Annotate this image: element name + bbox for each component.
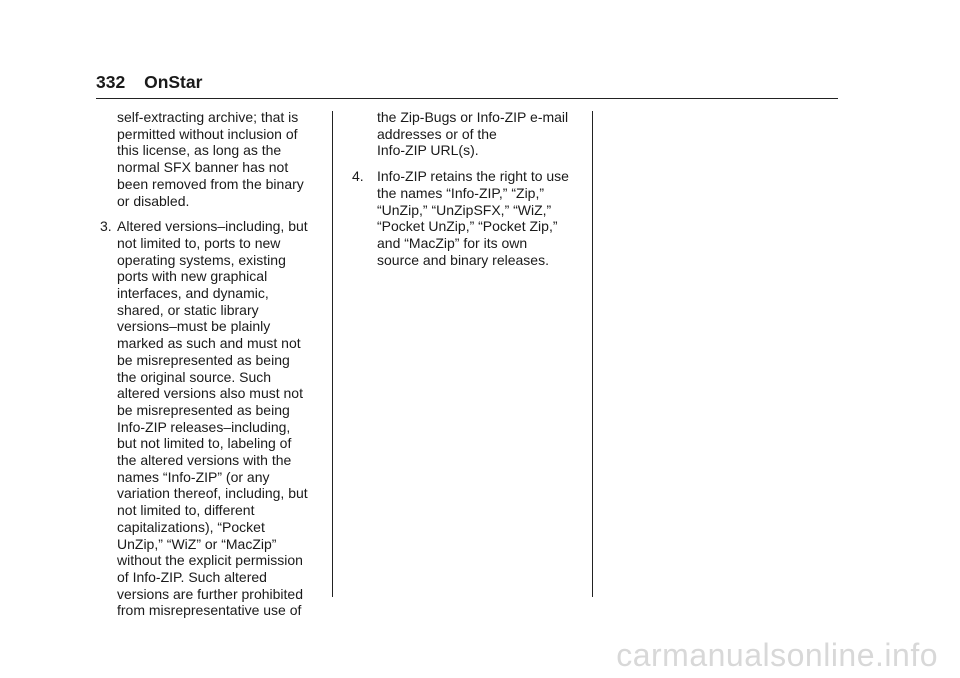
text-line: but not limited to, labeling of [117,435,292,452]
text-line: operating systems, existing [117,251,286,268]
text-line: normal SFX banner has not [117,159,289,176]
list-number: 3. [100,218,112,235]
page-header [96,72,202,93]
text-line: from misrepresentative use of [117,602,302,619]
text-line: names “Info-ZIP” (or any [117,468,270,485]
text-line: the original source. Such [117,368,272,385]
text-line: altered versions also must not [117,385,303,402]
text-line: self-extracting archive; that is [117,109,299,125]
text-line: variation thereof, including, but [117,485,308,502]
text-line: of Info-ZIP. Such altered [117,568,267,585]
text-line: “Pocket UnZip,” “Pocket Zip,” [377,218,558,235]
text-line: addresses or of the [377,125,497,142]
text-line: without the explicit permission [117,552,303,569]
text-line: marked as such and must not [117,335,301,352]
text-line: Info-ZIP retains the right to use [377,168,569,185]
list-number: 4. [352,168,364,185]
text-line: be misrepresented as being [117,351,290,368]
continued-paragraph [100,109,328,209]
text-line: Altered versions–including, but [117,218,308,235]
text-line: be misrepresented as being [117,401,290,418]
column-divider-right [592,111,593,597]
list-item-4 [352,168,584,268]
text-column-left [100,109,328,619]
text-column-middle [352,109,584,268]
section-title: OnStar [144,72,203,92]
text-line: Info-ZIP URL(s). [377,142,479,159]
text-line: versions are further prohibited [117,585,303,602]
continued-paragraph [352,109,584,159]
text-line: this license, as long as the [117,142,282,159]
text-line: not limited to, different [117,502,255,519]
header-divider [96,98,838,99]
text-line: the Zip-Bugs or Info-ZIP e-mail [377,109,569,125]
text-line: ports with new graphical [117,268,268,285]
text-line: shared, or static library [117,301,259,318]
text-line: UnZip,” “WiZ” or “MacZip” [117,535,277,552]
text-line: versions–must be plainly [117,318,271,335]
text-line: the names “Info-ZIP,” “Zip,” [377,184,545,201]
list-item-3 [100,218,328,619]
text-line: and “MacZip” for its own [377,234,528,251]
column-divider-left [332,111,333,597]
text-line: not limited to, ports to new [117,234,281,251]
text-line: been removed from the binary [117,175,304,192]
text-line: interfaces, and dynamic, [117,285,269,302]
text-line: permitted without inclusion of [117,125,298,142]
text-line: Info-ZIP releases–including, [117,418,291,435]
text-line: source and binary releases. [377,251,549,268]
site-watermark: carmanualsonline.info [616,637,938,673]
text-line: “UnZip,” “UnZipSFX,” “WiZ,” [377,201,552,218]
text-line: capitalizations), “Pocket [117,518,265,535]
text-line: or disabled. [117,192,190,209]
page-number: 332 [96,72,126,92]
text-line: the altered versions with the [117,452,292,469]
